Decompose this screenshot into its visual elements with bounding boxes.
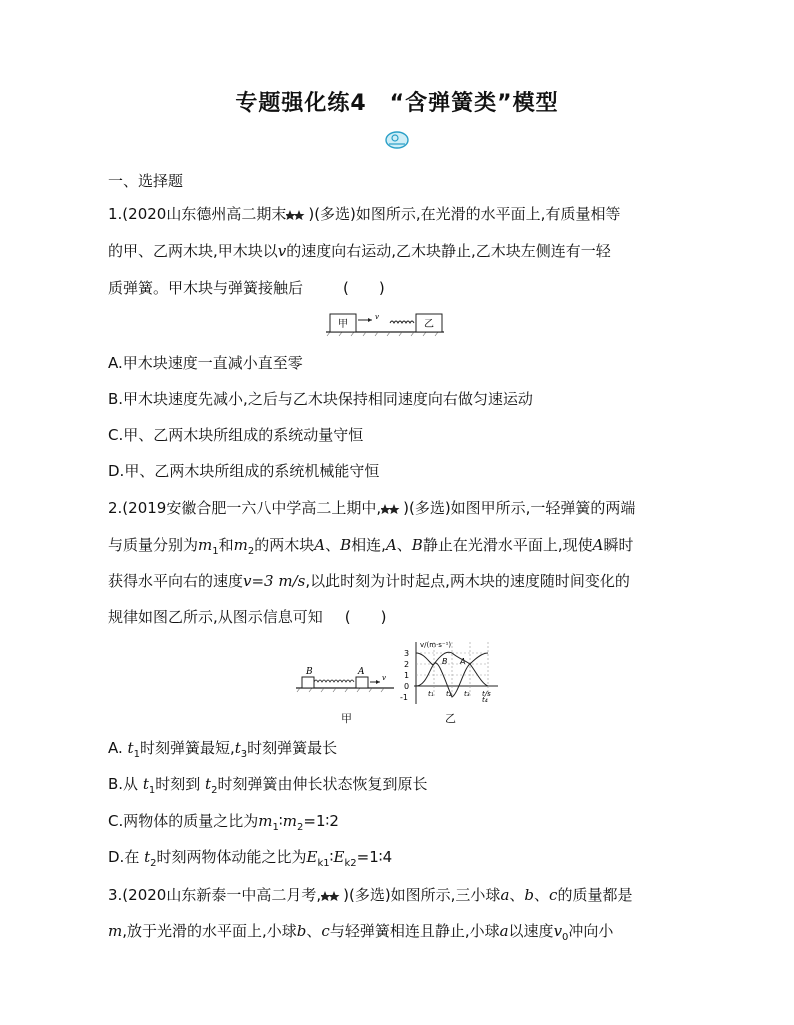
- graph-xlabel: t/s: [482, 690, 491, 698]
- svg-text:1: 1: [404, 671, 410, 680]
- svg-text:t₁: t₁: [428, 690, 434, 698]
- velocity-label: v: [375, 313, 379, 321]
- block-jia-label: 甲: [338, 319, 348, 330]
- difficulty-stars-icon: [381, 501, 403, 515]
- page-title: 专题强化练4 “含弹簧类”模型: [235, 91, 559, 116]
- fig-caption-jia: 甲: [341, 712, 352, 725]
- fig-caption-yi: 乙: [445, 712, 456, 725]
- q2-option-c: C.两物体的质量之比为$m_1∶m_2=1∶2$: [108, 812, 339, 833]
- q2-option-d: D.在 $t_2$时刻两物体动能之比为$E_{k1}∶E_{k2}=1∶4$: [108, 848, 393, 869]
- q1-option-a: A.甲木块速度一直减小直至零: [108, 354, 303, 372]
- q2-figure-jia: [296, 664, 396, 694]
- q3-line2: m,放于光滑的水平面上,小球b、c与轻弹簧相连且静止,小球a以速度$v_0$冲向小: [108, 922, 614, 943]
- block-b-label: B: [306, 667, 313, 677]
- answer-paren: ( ): [343, 279, 385, 297]
- svg-text:A: A: [460, 657, 466, 666]
- svg-text:3: 3: [404, 649, 410, 658]
- q1-line1: 1.(2020山东德州高二期末 )(多选)如图所示,在光滑的水平面上,有质量相等: [108, 205, 621, 223]
- svg-text:v: v: [382, 674, 386, 682]
- svg-text:2: 2: [404, 660, 410, 669]
- q1-line2: 的甲、乙两木块,甲木块以v的速度向右运动,乙木块静止,乙木块左侧连有一轻: [108, 242, 611, 260]
- block-yi-label: 乙: [424, 319, 434, 330]
- svg-text:-1: -1: [400, 693, 408, 702]
- q1-option-c: C.甲、乙两木块所组成的系统动量守恒: [108, 426, 364, 444]
- svg-text:t₄: t₄: [482, 696, 488, 704]
- svg-text:B: B: [442, 657, 448, 666]
- svg-text:0: 0: [404, 682, 410, 691]
- q2-line2: 与质量分别为$m_1$和$m_2$的两木块A、B相连,A、B静止在光滑水平面上,现使A瞬时: [108, 536, 634, 557]
- difficulty-stars-icon: [321, 888, 343, 902]
- section-heading: 一、选择题: [108, 172, 184, 190]
- q2-line4: 规律如图乙所示,从图示信息可知 ( ): [108, 608, 387, 626]
- svg-text:t₂: t₂: [446, 690, 452, 698]
- q2-option-b: B.从 $t_1$时刻到 $t_2$时刻弹簧由伸长状态恢复到原长: [108, 775, 428, 796]
- difficulty-stars-icon: [286, 207, 308, 221]
- q2-velocity-graph: [398, 638, 504, 712]
- video-icon[interactable]: [384, 130, 410, 150]
- answer-paren: ( ): [344, 608, 387, 626]
- q2-line3: 获得水平向右的速度v=3 m/s,以此时刻为计时起点,两木块的速度随时间变化的: [108, 572, 630, 590]
- svg-text:t₃: t₃: [464, 690, 470, 698]
- graph-ylabel: v/(m·s⁻¹): [420, 641, 452, 649]
- q1-line3: 质弹簧。甲木块与弹簧接触后 ( ): [108, 279, 385, 297]
- q1-option-b: B.甲木块速度先减小,之后与乙木块保持相同速度向右做匀速运动: [108, 390, 533, 408]
- q1-figure: [324, 308, 446, 338]
- q3-line1: 3.(2020山东新泰一中高二月考, )(多选)如图所示,三小球a、b、c的质量都是: [108, 886, 633, 904]
- block-a-label: A: [358, 667, 365, 677]
- q1-option-d: D.甲、乙两木块所组成的系统机械能守恒: [108, 462, 380, 480]
- q2-line1: 2.(2019安徽合肥一六八中学高二上期中, )(多选)如图甲所示,一轻弹簧的两端: [108, 499, 636, 517]
- q2-option-a: A. $t_1$时刻弹簧最短$,t_3$时刻弹簧最长: [108, 739, 338, 760]
